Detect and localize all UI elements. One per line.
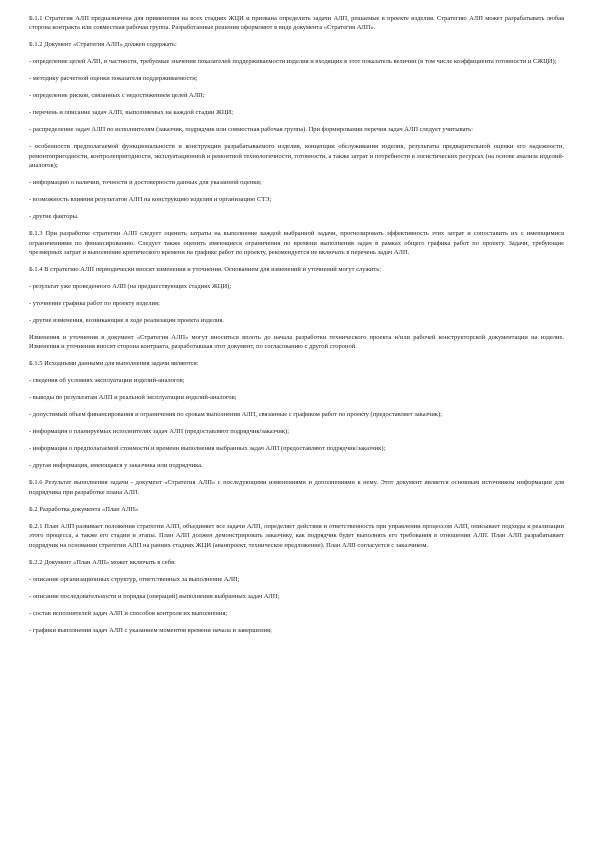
list-item: - выводы по результатам АЛП и реальной эксплуатации изделий-аналогов; xyxy=(29,394,237,402)
list-item: - состав исполнителей задач АЛП и способов контроля их выполнения; xyxy=(29,609,228,617)
paragraph-b-2-2: Б.2.2 Документ «План АЛП» может включать в себя: xyxy=(29,558,176,566)
list-item: - сведения об условиях эксплуатации изделий-аналогов; xyxy=(29,377,185,385)
document-page xyxy=(29,14,564,643)
paragraph-b-1-3: Б.1.3 При разработке стратегии АЛП следует оценить затраты на выполнение каждой выбранной задачи, прогнозировать эффективность этих затрат и сопоставить их с имеющимися ограничениями по финансированию. Следует также оценить имеющиеся ограничения по времени выполнения задач в рамках общего графика работ по проекту. Задачи, требующие чрезмерных затрат и выполнение критического времени на графике работ по проекту, рекомендуется не включать в перечень задач АЛП. xyxy=(29,230,564,257)
list-item: - описание последовательности и порядка (операций) выполнения выбранных задач АЛП; xyxy=(29,592,280,600)
list-item: - другая информация, имеющаяся у заказчика или подрядчика. xyxy=(29,462,203,470)
list-item: - другие факторы. xyxy=(29,213,79,221)
paragraph-b-1-1: Б.1.1 Стратегия АЛП предназначена для применения на всех стадиях ЖЦИ и призвана определить задачи АЛП, решаемые в проекте изделия. Стратегию АЛП может разрабатывать любая сторона контракта или совместная рабочая группа. Разработанные решения оформляют в виде документа «Стратегия АЛП». xyxy=(29,15,564,32)
list-item: - методику расчетной оценки показателя поддерживаемости; xyxy=(29,75,198,83)
list-item: - перечень и описание задач АЛП, выполняемых на каждой стадии ЖЦИ; xyxy=(29,109,234,117)
list-item: - результат уже проведенного АЛП (на предшествующих стадиях ЖЦИ); xyxy=(29,283,232,291)
list-item: - возможность влияния результатов АЛП на конструкцию изделия и организацию СТЭ; xyxy=(29,196,272,204)
list-item: - распределение задач АЛП по исполнителям (заказчик, подрядчик или совместная рабочая группа). При формировании перечня задач АЛП следует учитывать: xyxy=(29,126,473,134)
list-item: - графики выполнения задач АЛП с указанием моментов времени начала и завершения; xyxy=(29,626,272,634)
paragraph-b-1-5: Б.1.5 Исходными данными для выполнения задачи являются: xyxy=(29,360,199,368)
list-item: - допустимый объем финансирования и ограничения по срокам выполнения АЛП, связанные с графиком работ по проекту (предоставляет заказчик); xyxy=(29,411,442,419)
paragraph-changes: Изменения и уточнения в документ «Стратегия АЛП» могут вноситься вплоть до начала разработки технического проекта и/или рабочей конструкторской документации на изделие. Изменения и уточнения вносит сторона контракта, разработавшая этот документ, по согласованию с другой стороной. xyxy=(29,334,564,351)
section-heading-b-2: Б.2 Разработка документа «План АЛП» xyxy=(29,505,139,513)
list-item: - информация о предполагаемой стоимости и времени выполнения выбранных задач АЛП (предоставляют подрядчик/заказчик); xyxy=(29,445,386,453)
list-item: - информацию о наличии, точности и достоверности данных для указанной оценки; xyxy=(29,179,262,187)
list-item: - особенности предполагаемой функциональности и конструкции разрабатываемого изделия, концепции обслуживания изделия, результаты предварительной оценки его надежности, ремонтопригодности, контролепригодности, эксплуатационной и ремонтной технологичности, готовности, а также затрат и потребности в логистических ресурсах (на основе анализа изделий-аналогов); xyxy=(29,143,564,170)
paragraph-b-1-6: Б.1.6 Результат выполнения задачи - документ «Стратегия АЛП» с последующими изменениями и дополнениями к нему. Этот документ является основным источником информации для подрядчика при разработке плана АЛП. xyxy=(29,479,564,496)
paragraph-b-1-4: Б.1.4 В стратегию АЛП периодически вносят изменения и уточнения. Основанием для изменений и уточнений могут служить: xyxy=(29,266,382,274)
list-item: - информация о планируемых исполнителях задач АЛП (предоставляют подрядчик/заказчик); xyxy=(29,428,290,436)
list-item: - определение целей АЛП, в частности, требуемые значения показателей поддерживаемости изделия и входящих в этот показатель величин (в том числе коэффициента готовности и СЖЦИ); xyxy=(29,58,557,66)
list-item: - уточнение графика работ по проекту изделия; xyxy=(29,300,160,308)
paragraph-b-1-2: Б.1.2 Документ «Стратегия АЛП» должен содержать: xyxy=(29,41,177,49)
paragraph-b-2-1: Б.2.1 План АЛП развивает положения стратегии АЛП, объединяет все задачи АЛП, определяет действия и ответственность при управлении процессом АЛП, описывает подходы к реализации этого процесса, а также его стадии и этапы. План АЛП должен демонстрировать заказчику, как подрядчик будет выполнять его требования в отношении АЛП. План АЛП разрабатывает подрядчик на основании стратегии АЛП на ранних стадиях ЖЦИ (аванпроект, техническое предложение). План АЛП согласуется с заказчиком. xyxy=(29,522,564,549)
list-item: - определение рисков, связанных с недостижением целей АЛП; xyxy=(29,92,205,100)
list-item: - другие изменения, возникающие в ходе реализации проекта изделия. xyxy=(29,317,225,325)
list-item: - описание организационных структур, ответственных за выполнение АЛП; xyxy=(29,575,240,583)
